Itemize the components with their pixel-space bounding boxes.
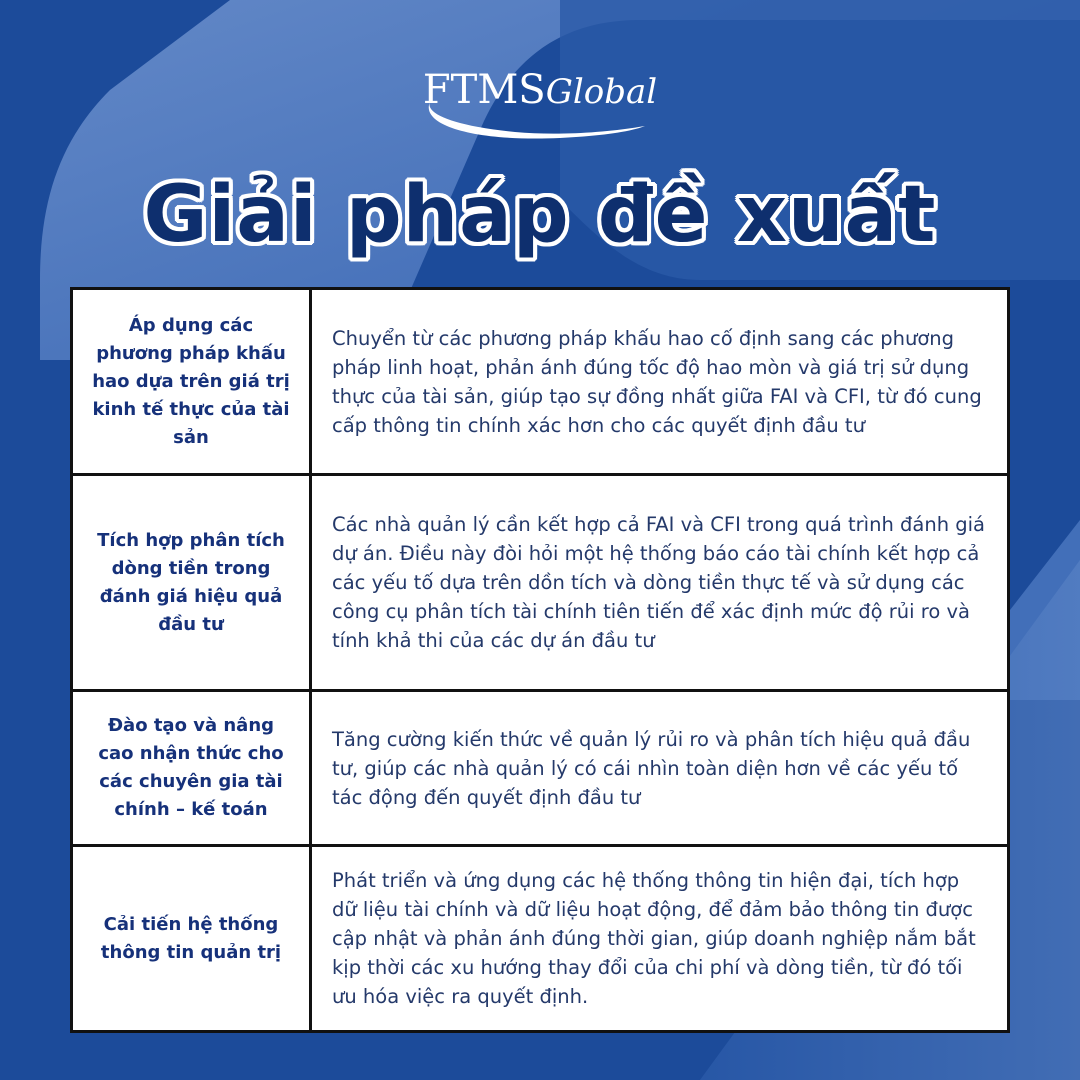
solution-heading: Cải tiến hệ thống thông tin quản trị <box>72 846 311 1032</box>
logo-name-main: FTMS <box>422 67 546 113</box>
table-row <box>72 846 1009 1032</box>
table-row <box>72 475 1009 691</box>
table-row <box>72 289 1009 475</box>
ftms-global-logo <box>0 62 1080 142</box>
logo-name-suffix: Global <box>545 72 658 112</box>
solution-description: Các nhà quản lý cần kết hợp cả FAI và CFI trong quá trình đánh giá dự án. Điều này đòi hỏi một hệ thống báo cáo tài chính kết hợp cả các yếu tố dựa trên dồn tích và dòng tiền thực tế và sử dụng các công cụ phân tích tài chính tiên tiến để xác định mức độ rủi ro và tính khả thi của các dự án đầu tư <box>311 475 1009 691</box>
solution-heading: Tích hợp phân tích dòng tiền trong đánh giá hiệu quả đầu tư <box>72 475 311 691</box>
table-row <box>72 691 1009 846</box>
solutions-table <box>70 287 1010 1033</box>
page-title: Giải pháp đề xuất <box>143 170 937 260</box>
solution-heading: Áp dụng các phương pháp khấu hao dựa trên giá trị kinh tế thực của tài sản <box>72 289 311 475</box>
solution-description: Phát triển và ứng dụng các hệ thống thông tin hiện đại, tích hợp dữ liệu tài chính và dữ liệu hoạt động, để đảm bảo thông tin được cập nhật và phản ánh đúng thời gian, giúp doanh nghiệp nắm bắt kịp thời các xu hướng thay đổi của chi phí và dòng tiền, từ đó tối ưu hóa việc ra quyết định. <box>311 846 1009 1032</box>
solution-description: Tăng cường kiến thức về quản lý rủi ro và phân tích hiệu quả đầu tư, giúp các nhà quản lý có cái nhìn toàn diện hơn về các yếu tố tác động đến quyết định đầu tư <box>311 691 1009 846</box>
solution-heading: Đào tạo và nâng cao nhận thức cho các chuyên gia tài chính – kế toán <box>72 691 311 846</box>
solution-description: Chuyển từ các phương pháp khấu hao cố định sang các phương pháp linh hoạt, phản ánh đúng tốc độ hao mòn và giá trị sử dụng thực của tài sản, giúp tạo sự đồng nhất giữa FAI và CFI, từ đó cung cấp thông tin chính xác hơn cho các quyết định đầu tư <box>311 289 1009 475</box>
